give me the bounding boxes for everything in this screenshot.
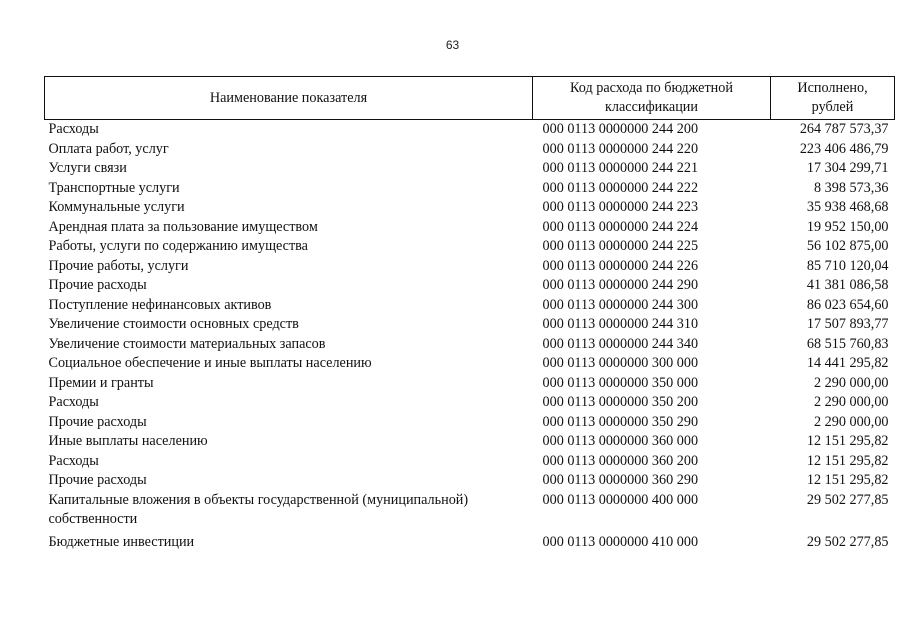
table-row: [45, 354, 895, 374]
page-number: 63: [445, 38, 460, 52]
row-code-cell: 000 0113 0000000 244 310: [542, 316, 699, 332]
row-amount-cell: 29 502 277,85: [806, 491, 889, 508]
row-name-cell: Транспортные услуги: [48, 179, 180, 196]
table-row: [45, 276, 895, 296]
row-amount-cell: 2 290 000,00: [814, 394, 889, 410]
row-code-cell: 000 0113 0000000 400 000: [542, 491, 699, 508]
table-row: [45, 159, 895, 179]
table-row: [45, 257, 895, 277]
row-code-cell: 000 0113 0000000 244 290: [542, 277, 699, 293]
row-amount-cell: 14 441 295,82: [806, 355, 889, 371]
row-amount-cell: 12 151 295,82: [806, 433, 889, 449]
row-name-cell: Иные выплаты населению: [48, 433, 208, 449]
row-name-cell: Прочие расходы: [48, 277, 147, 293]
row-name-cell: Расходы: [48, 121, 99, 137]
row-amount-cell: 17 507 893,77: [806, 316, 889, 332]
row-amount-cell: 12 151 295,82: [806, 452, 889, 469]
row-amount-cell: 264 787 573,37: [799, 121, 889, 137]
row-code-cell: 000 0113 0000000 244 340: [542, 335, 699, 352]
row-amount-cell: 8 398 573,36: [814, 179, 889, 196]
table-row: [45, 452, 895, 472]
row-code-cell: 000 0113 0000000 244 200: [542, 121, 699, 137]
row-amount-cell: 2 290 000,00: [814, 413, 889, 430]
row-amount-cell: 35 938 468,68: [806, 199, 889, 215]
row-name-cell: Премии и гранты: [48, 374, 154, 391]
row-amount-cell: 29 502 277,85: [806, 533, 889, 550]
row-name-cell: Увеличение стоимости материальных запасов: [48, 335, 326, 352]
row-name-cell: Работы, услуги по содержанию имущества: [48, 238, 308, 254]
table-row: [45, 374, 895, 394]
row-code-cell: 000 0113 0000000 350 290: [542, 413, 699, 430]
row-amount-cell: 17 304 299,71: [806, 160, 889, 176]
row-name-cell: Прочие работы, услуги: [48, 257, 189, 274]
expenditure-table: [44, 76, 895, 552]
row-name-cell: Капитальные вложения в объекты государственной (муниципальной) собственности: [48, 491, 469, 527]
row-code-cell: 000 0113 0000000 244 221: [542, 160, 699, 176]
table-row: [45, 413, 895, 433]
row-code-cell: 000 0113 0000000 300 000: [542, 355, 699, 371]
header-executed-amount: Исполнено, рублей: [771, 77, 895, 120]
row-amount-cell: 85 710 120,04: [806, 257, 889, 274]
header-row: [45, 77, 895, 120]
row-code-cell: 000 0113 0000000 360 000: [542, 433, 699, 449]
row-code-cell: 000 0113 0000000 360 200: [542, 452, 699, 469]
row-name-cell: Расходы: [48, 452, 99, 469]
row-code-cell: 000 0113 0000000 244 223: [542, 199, 699, 215]
row-code-cell: 000 0113 0000000 244 220: [542, 140, 699, 157]
row-amount-cell: 68 515 760,83: [806, 335, 889, 352]
table-row: [45, 218, 895, 238]
row-amount-cell: 12 151 295,82: [806, 472, 889, 488]
row-name-cell: Увеличение стоимости основных средств: [48, 316, 299, 332]
table-row: [45, 335, 895, 355]
row-name-cell: Коммунальные услуги: [48, 199, 185, 215]
table-row: [45, 491, 895, 530]
row-name-cell: Поступление нефинансовых активов: [48, 296, 272, 313]
table-row: [45, 432, 895, 452]
header-indicator-name: Наименование показателя: [45, 77, 533, 120]
row-code-cell: 000 0113 0000000 244 226: [542, 257, 699, 274]
table-row: [45, 530, 895, 553]
table-row: [45, 393, 895, 413]
row-name-cell: Прочие расходы: [48, 413, 147, 430]
row-amount-cell: 41 381 086,58: [806, 277, 889, 293]
row-amount-cell: 56 102 875,00: [806, 238, 889, 254]
row-code-cell: 000 0113 0000000 244 225: [542, 238, 699, 254]
row-name-cell: Услуги связи: [48, 160, 127, 176]
row-amount-cell: 86 023 654,60: [806, 296, 889, 313]
row-name-cell: Оплата работ, услуг: [48, 140, 169, 157]
table-row: [45, 179, 895, 199]
row-amount-cell: 223 406 486,79: [799, 140, 889, 157]
table-header: [45, 77, 895, 120]
table-row: [45, 198, 895, 218]
header-budget-code: Код расхода по бюджетной классификации: [533, 77, 771, 120]
row-name-cell: Арендная плата за пользование имуществом: [48, 218, 318, 235]
table-row: [45, 296, 895, 316]
table-body: [45, 120, 895, 553]
row-code-cell: 000 0113 0000000 244 224: [542, 218, 699, 235]
row-code-cell: 000 0113 0000000 244 222: [542, 179, 699, 196]
row-name-cell: Прочие расходы: [48, 472, 147, 488]
table-row: [45, 471, 895, 491]
table-row: [45, 120, 895, 140]
row-name-cell: Бюджетные инвестиции: [48, 533, 195, 550]
row-code-cell: 000 0113 0000000 350 200: [542, 394, 699, 410]
table-row: [45, 237, 895, 257]
row-code-cell: 000 0113 0000000 410 000: [542, 533, 699, 550]
row-code-cell: 000 0113 0000000 350 000: [542, 374, 699, 391]
row-amount-cell: 2 290 000,00: [814, 374, 889, 391]
table-row: [45, 140, 895, 160]
row-name-cell: Расходы: [48, 394, 99, 410]
row-name-cell: Социальное обеспечение и иные выплаты населению: [48, 355, 372, 371]
row-code-cell: 000 0113 0000000 360 290: [542, 472, 699, 488]
table-row: [45, 315, 895, 335]
row-code-cell: 000 0113 0000000 244 300: [542, 296, 699, 313]
row-amount-cell: 19 952 150,00: [806, 218, 889, 235]
